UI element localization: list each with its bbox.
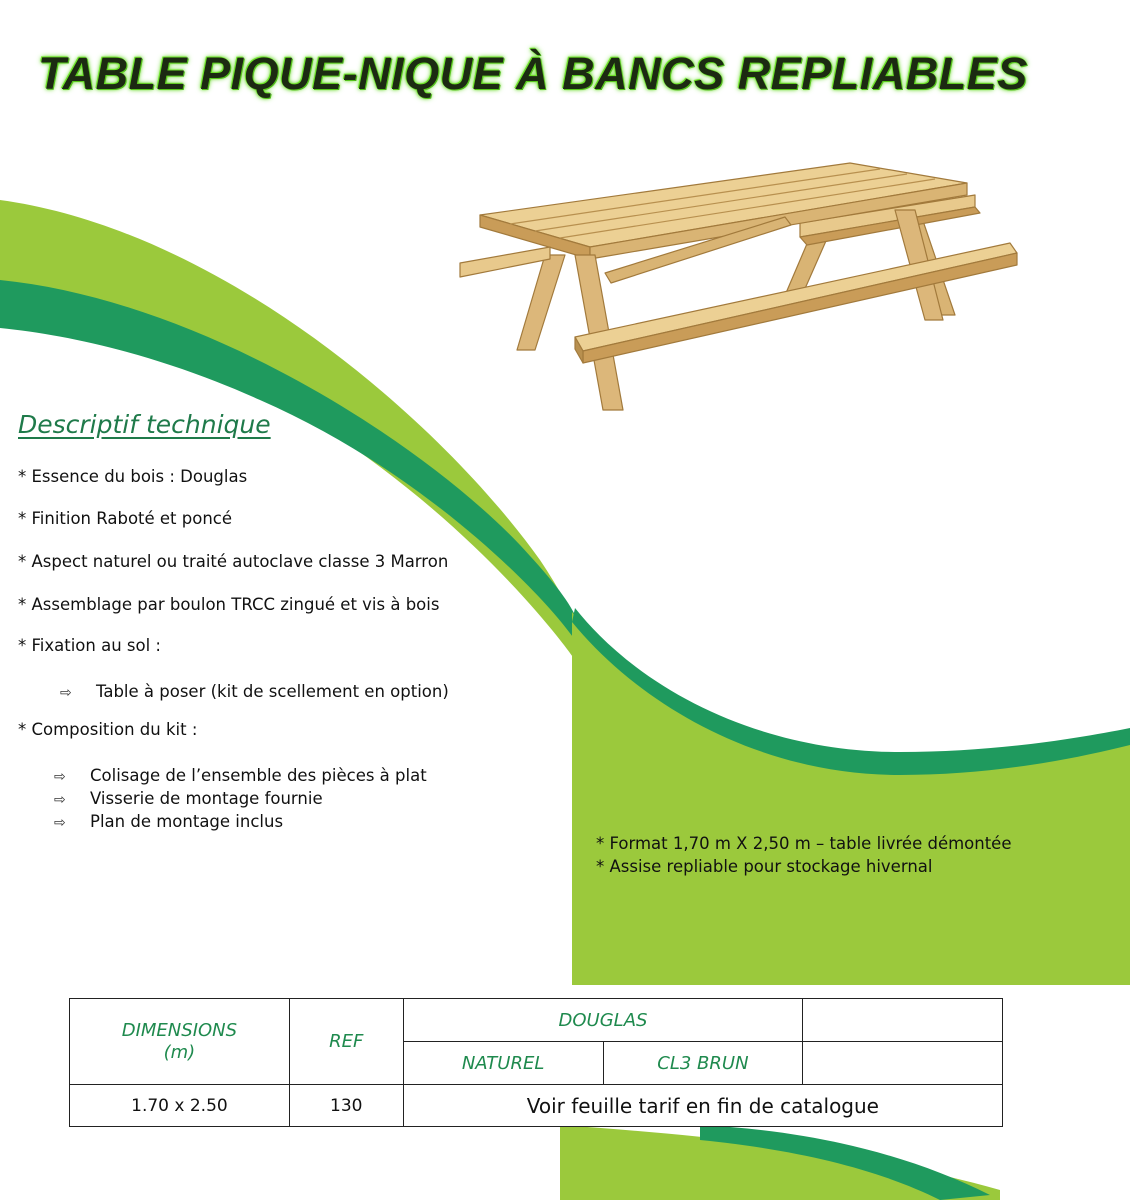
cell-price: Voir feuille tarif en fin de catalogue: [403, 1085, 1002, 1127]
note-assise: * Assise repliable pour stockage hivernal: [596, 857, 933, 876]
page-title: TABLE PIQUE-NIQUE À BANCS REPLIABLES: [38, 48, 1028, 99]
header-empty: [803, 999, 1003, 1042]
kit-item-label: Plan de montage inclus: [90, 812, 284, 831]
section-heading: Descriptif technique: [18, 410, 271, 439]
header-empty: [803, 1042, 1003, 1085]
spec-assemblage: * Assemblage par boulon TRCC zingué et vis à bois: [18, 595, 440, 614]
table-row: [70, 1085, 1003, 1127]
note-format: * Format 1,70 m X 2,50 m – table livrée démontée: [596, 834, 1012, 853]
spec-essence: * Essence du bois : Douglas: [18, 467, 248, 486]
spec-finition: * Finition Raboté et poncé: [18, 509, 233, 528]
header-dimensions-label: DIMENSIONS (m): [121, 1019, 238, 1063]
spec-composition: * Composition du kit :: [18, 720, 198, 739]
picnic-table-image: [455, 155, 1025, 425]
fixation-item-label: Table à poser (kit de scellement en option): [96, 682, 449, 701]
arrow-right-outline-icon: ⇨: [54, 769, 66, 785]
list-item: [60, 682, 449, 701]
header-cl3-brun: CL3 BRUN: [603, 1042, 803, 1085]
kit-item-label: Visserie de montage fournie: [90, 789, 323, 808]
kit-item-label: Colisage de l’ensemble des pièces à plat: [90, 766, 427, 785]
cell-ref: 130: [289, 1085, 403, 1127]
header-dimensions: [70, 999, 290, 1085]
arrow-right-outline-icon: ⇨: [54, 792, 66, 808]
list-item: [54, 789, 323, 808]
header-naturel: NATUREL: [403, 1042, 603, 1085]
arrow-right-outline-icon: ⇨: [54, 815, 66, 831]
spec-aspect: * Aspect naturel ou traité autoclave classe 3 Marron: [18, 552, 449, 571]
price-table: [69, 998, 1003, 1127]
header-douglas: DOUGLAS: [403, 999, 803, 1042]
cell-dimensions: 1.70 x 2.50: [70, 1085, 290, 1127]
list-item: [54, 812, 283, 831]
spec-fixation: * Fixation au sol :: [18, 636, 161, 655]
list-item: [54, 766, 427, 785]
header-ref: REF: [289, 999, 403, 1085]
arrow-right-outline-icon: ⇨: [60, 685, 72, 701]
